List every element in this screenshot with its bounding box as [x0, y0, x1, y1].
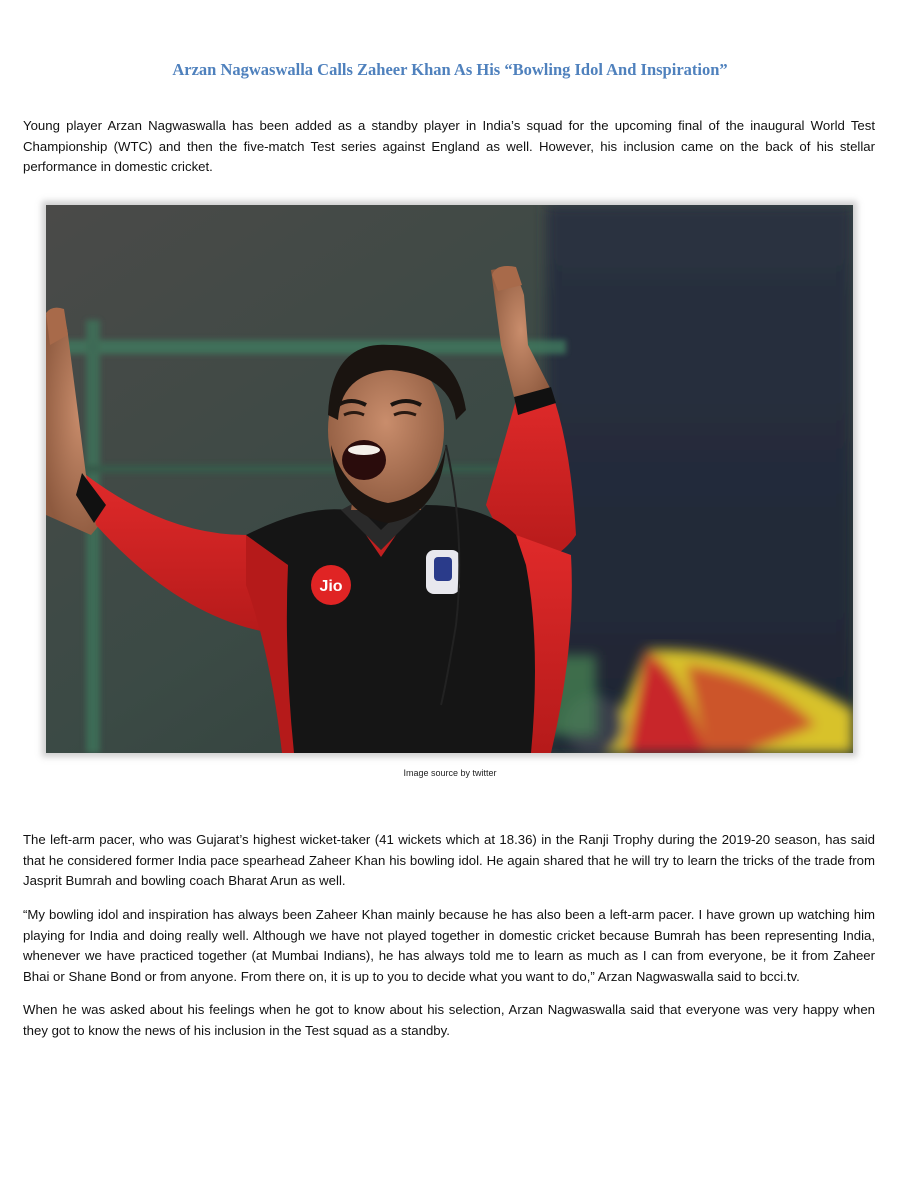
article-paragraph-3: “My bowling idol and inspiration has always been Zaheer Khan mainly because he has also been a left-arm pacer. I have grown up watching him playing for India and doing really well. Although we have not played together in domestic cricket because Bumrah has been representing India, whenever we have practiced together (at Mumbai Indians), he has always told me to learn as much as I can from everyone, be it from Zaheer Bhai or Shane Bond or from anyone. From there on, it is up to you to decide what you want to do,” Arzan Nagwaswalla said to bcci.tv.	[23, 907, 875, 984]
article-photo	[46, 205, 853, 753]
article-paragraph-2: The left-arm pacer, who was Gujarat’s highest wicket-taker (41 wickets which at 18.36) in the Ranji Trophy during the 2019-20 season, has said that he considered former India pace spearhead Zaheer Khan his bowling idol. He again shared that he will try to learn the tricks of the trade from Jasprit Bumrah and bowling coach Bharat Arun as well.	[23, 832, 875, 888]
article-paragraph-4: When he was asked about his feelings when he got to know about his selection, Arzan Nagwaswalla said that everyone was very happy when they got to know the news of his inclusion in the Test squad as a standby.	[23, 1002, 875, 1038]
article-paragraph-1: Young player Arzan Nagwaswalla has been added as a standby player in India’s squad for the upcoming final of the inaugural World Test Championship (WTC) and then the five-match Test series against England as well. However, his inclusion came on the back of his stellar performance in domestic cricket.	[23, 118, 875, 174]
image-caption: Image source by twitter	[403, 768, 497, 778]
article-title: Arzan Nagwaswalla Calls Zaheer Khan As His “Bowling Idol And Inspiration”	[172, 60, 728, 79]
jersey-logo-text: Jio	[319, 578, 343, 595]
